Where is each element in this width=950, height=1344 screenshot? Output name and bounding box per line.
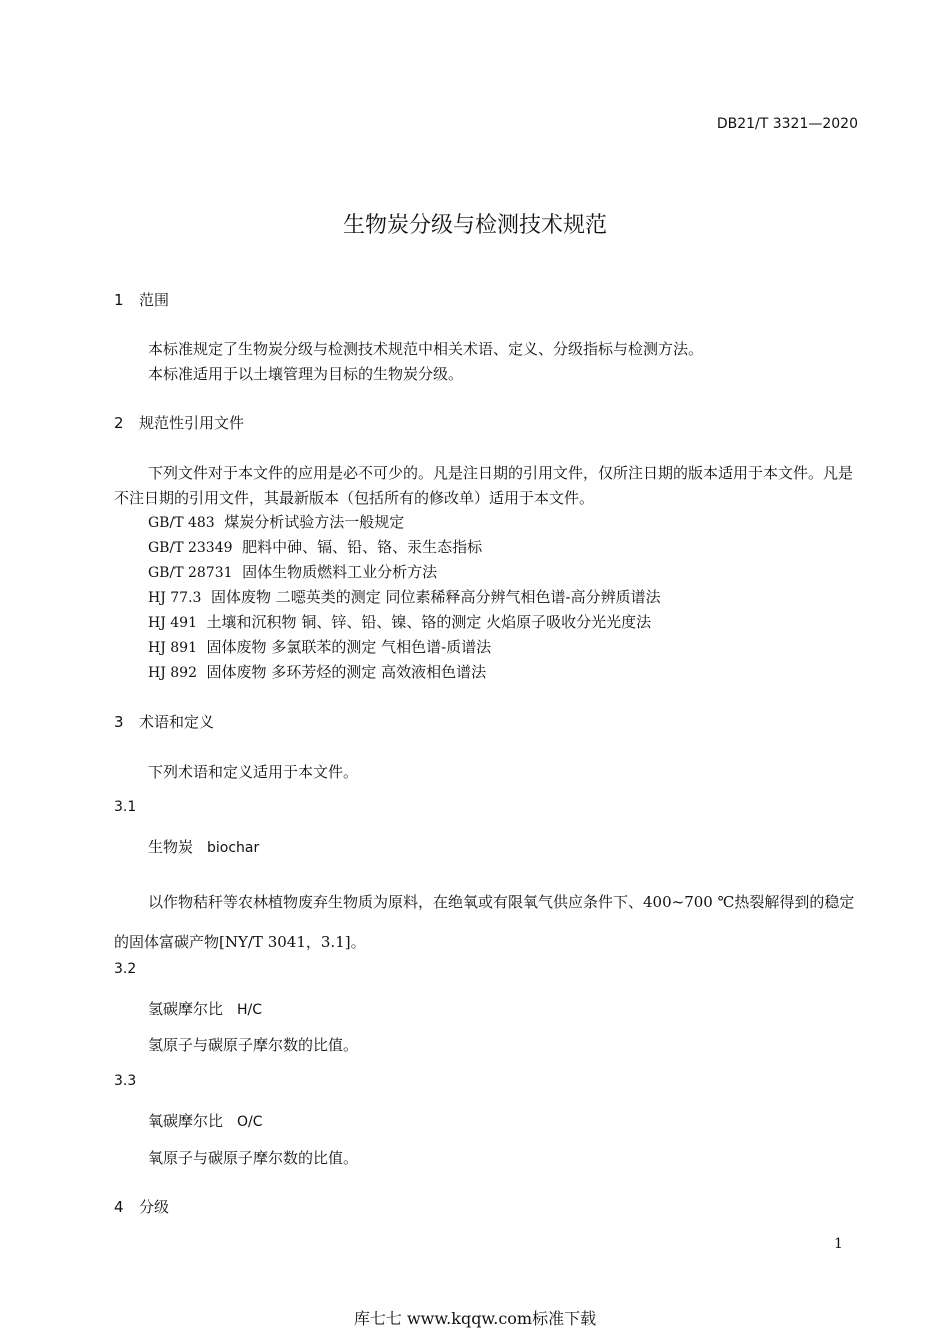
reference-item — [148, 561, 437, 582]
paragraph: 本标准规定了生物炭分级与检测技术规范中相关术语、定义、分级指标与检测方法。 — [148, 340, 704, 358]
reference-code: GB/T 23349 — [148, 540, 233, 556]
term-definition: 氧原子与碳原子摩尔数的比值。 — [148, 1149, 359, 1167]
reference-title: 土壤和沉积物 铜、锌、铅、镍、铬的测定 火焰原子吸收分光光度法 — [206, 613, 652, 631]
section-1-heading — [114, 289, 169, 310]
reference-item — [148, 536, 482, 557]
term-zh: 生物炭 — [148, 838, 194, 856]
section-4-heading — [114, 1196, 169, 1217]
section-title: 术语和定义 — [139, 713, 215, 731]
term-en: O/C — [237, 1114, 263, 1130]
paragraph: 下列术语和定义适用于本文件。 — [148, 763, 359, 781]
section-2-heading — [114, 412, 244, 433]
reference-title: 固体废物 二噁英类的测定 同位素稀释高分辨气相色谱-高分辨质谱法 — [211, 588, 661, 606]
reference-code: HJ 892 — [148, 665, 197, 681]
reference-code: HJ 77.3 — [148, 590, 202, 606]
term-number: 3.2 — [114, 961, 137, 977]
term-number: 3.1 — [114, 799, 137, 815]
term-zh: 氧碳摩尔比 — [148, 1112, 224, 1130]
reference-item — [148, 586, 661, 607]
reference-code: HJ 891 — [148, 640, 197, 656]
paragraph: 下列文件对于本文件的应用是必不可少的。凡是注日期的引用文件，仅所注日期的版本适用于本文件。凡是不注日期的引用文件，其最新版本（包括所有的修改单）适用于本文件。 — [114, 464, 854, 507]
document-code: DB21/T 3321—2020 — [716, 116, 858, 132]
section-title: 规范性引用文件 — [139, 414, 245, 432]
section-number: 2 — [114, 414, 124, 432]
paragraph: 本标准适用于以土壤管理为目标的生物炭分级。 — [148, 365, 464, 383]
reference-title: 肥料中砷、镉、铅、铬、汞生态指标 — [242, 538, 483, 556]
reference-item — [148, 611, 651, 632]
reference-title: 固体废物 多环芳烃的测定 高效液相色谱法 — [206, 663, 487, 681]
term-en: H/C — [237, 1002, 263, 1018]
section-number: 1 — [114, 291, 124, 309]
term-definition: 氢原子与碳原子摩尔数的比值。 — [148, 1036, 359, 1054]
watermark-link[interactable]: 库七七 www.kqqw.com标准下载 — [353, 1309, 597, 1328]
section-3-heading — [114, 711, 214, 732]
reference-item — [148, 661, 486, 682]
reference-item — [148, 636, 491, 657]
document-title: 生物炭分级与检测技术规范 — [342, 213, 607, 238]
reference-code: HJ 491 — [148, 615, 197, 631]
term-heading — [148, 998, 262, 1019]
reference-code: GB/T 483 — [148, 515, 215, 531]
term-en: biochar — [207, 840, 260, 856]
section-number: 4 — [114, 1198, 124, 1216]
page-number: 1 — [834, 1236, 843, 1252]
reference-title: 煤炭分析试验方法一般规定 — [224, 513, 405, 531]
reference-code: GB/T 28731 — [148, 565, 233, 581]
term-heading — [148, 1110, 263, 1131]
reference-title: 固体生物质燃料工业分析方法 — [242, 563, 438, 581]
section-title: 范围 — [139, 291, 170, 309]
reference-title: 固体废物 多氯联苯的测定 气相色谱-质谱法 — [206, 638, 492, 656]
term-zh: 氢碳摩尔比 — [148, 1000, 224, 1018]
reference-item — [148, 511, 404, 532]
term-heading — [148, 836, 259, 857]
term-definition: 以作物秸秆等农林植物废弃生物质为原料，在绝氧或有限氧气供应条件下、400~700 ℃热裂解得到的稳定的固体富碳产物[NY/T 3041，3.1]。 — [114, 893, 855, 951]
term-number: 3.3 — [114, 1073, 137, 1089]
section-number: 3 — [114, 713, 124, 731]
section-title: 分级 — [139, 1198, 170, 1216]
